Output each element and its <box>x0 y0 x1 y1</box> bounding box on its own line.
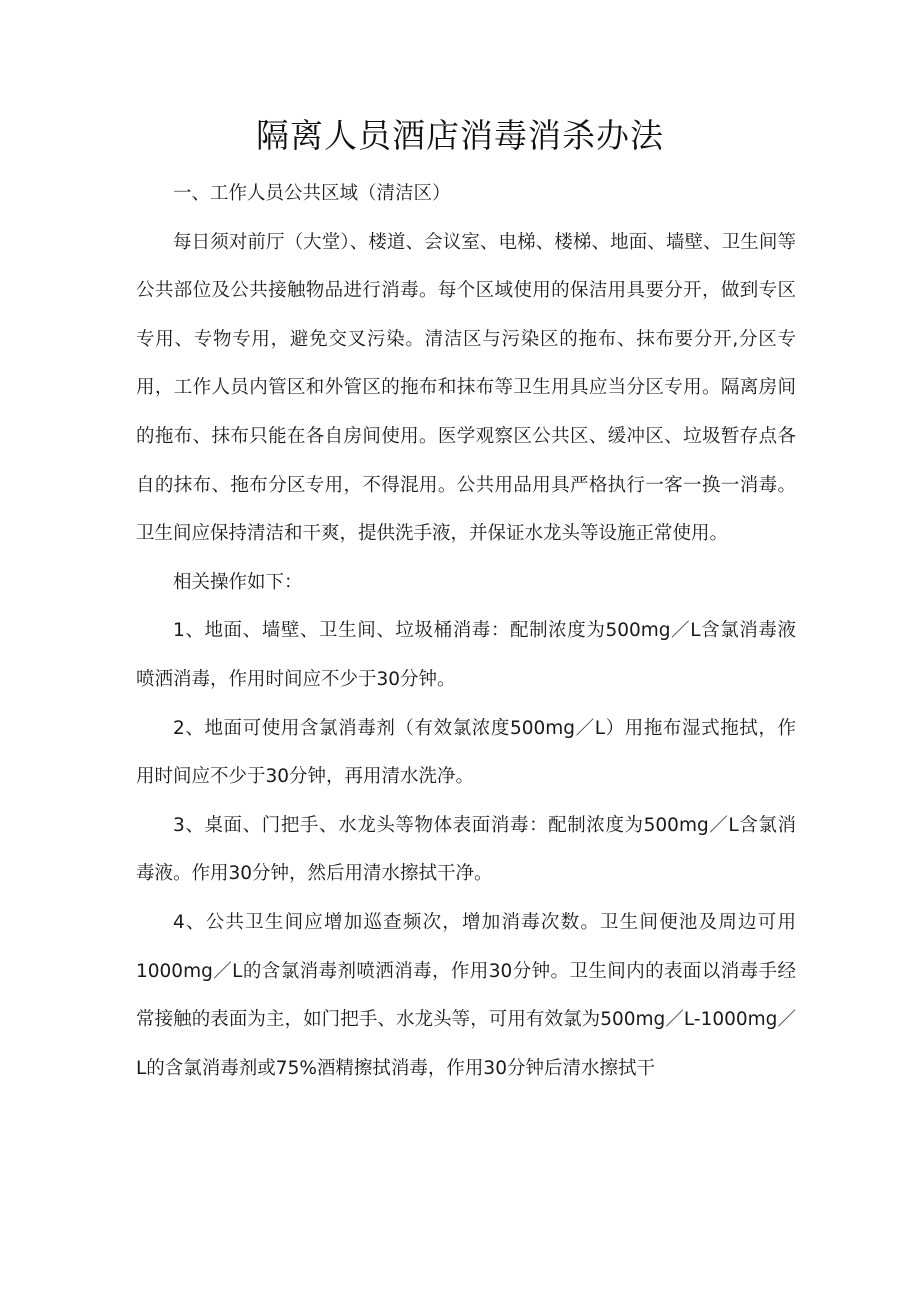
list-item: 4、公共卫生间应增加巡查频次，增加消毒次数。卫生间便池及周边可用1000mg／L的含氯消毒剂喷洒消毒，作用30分钟。卫生间内的表面以消毒手经常接触的表面为主，如门把手、水龙头等，可用有效氯为500mg／L-1000mg／L的含氯消毒剂或75%酒精擦拭消毒，作用30分钟后清水擦拭干 <box>136 911 796 1079</box>
document-title: 隔离人员酒店消毒消杀办法 <box>256 116 664 155</box>
section-heading: 一、工作人员公共区域（清洁区） <box>173 183 451 204</box>
list-item: 2、地面可使用含氯消毒剂（有效氯浓度500mg／L）用拖布湿式拖拭，作用时间应不少于30分钟，再用清水洗净。 <box>136 717 796 788</box>
list-item: 3、桌面、门把手、水龙头等物体表面消毒：配制浓度为500mg／L含氯消毒液。作用30分钟，然后用清水擦拭干净。 <box>136 814 796 885</box>
list-item: 1、地面、墙壁、卫生间、垃圾桶消毒：配制浓度为500mg／L含氯消毒液喷洒消毒，作用时间应不少于30分钟。 <box>136 620 796 690</box>
document-body <box>136 170 796 1093</box>
paragraph: 每日须对前厅（大堂）、楼道、会议室、电梯、楼梯、地面、墙壁、卫生间等公共部位及公共接触物品进行消毒。每个区域使用的保洁用具要分开，做到专区专用、专物专用，避免交叉污染。清洁区与污染区的拖布、抹布要分开,分区专用，工作人员内管区和外管区的拖布和抹布等卫生用具应当分区专用。隔离房间的拖布、抹布只能在各自房间使用。医学观察区公共区、缓冲区、垃圾暂存点各自的抹布、拖布分区专用，不得混用。公共用品用具严格执行一客一换一消毒。卫生间应保持清洁和干爽，提供洗手液，并保证水龙头等设施正常使用。 <box>136 231 796 545</box>
paragraph: 相关操作如下： <box>173 571 303 593</box>
